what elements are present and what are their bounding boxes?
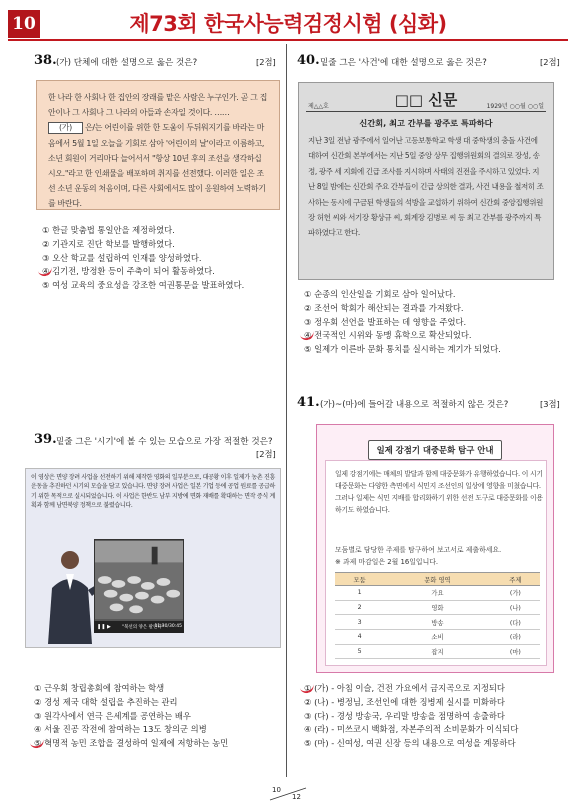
table-row [335,600,540,615]
q38-choice-4[interactable] [42,265,244,279]
exam-title: 제73회 한국사능력검정시험 (심화) [129,12,447,36]
q38-choice-4-text: ④ 김기전, 방정환 등이 주축이 되어 활동하였다. [42,266,215,277]
q40-prompt: 밑줄 그은 '사건'에 대한 설명으로 옳은 것은? [320,58,487,68]
q40-choice-5[interactable]: ⑤ 일제가 이른바 문화 통치를 실시하는 계기가 되었다. [304,344,501,355]
q39-choice-5[interactable] [34,737,228,751]
q38-points: [2점] [256,57,276,67]
q41-choice-1-text: ① (가) - 아침 이슬, 건전 가요에서 금지곡으로 지정되다 [304,683,505,693]
q39-choice-2[interactable]: ② 경성 제국 대학 설립을 추진하는 관리 [34,696,178,707]
q41-choice-3[interactable]: ③ (다) - 경성 방송국, 우리말 방송을 점명하여 송출하다 [304,710,505,721]
q39-choices [34,682,228,751]
q40-choice-3[interactable]: ③ 정우회 선언을 발표하는 데 영향을 주었다. [304,316,467,327]
q38-prompt: (가) 단체에 대한 설명으로 옳은 것은? [56,58,198,68]
q38-choice-5[interactable]: ⑤ 여성 교육의 중요성을 강조한 여권통문을 발표하였다. [42,280,245,291]
q41-points: [3점] [540,399,560,409]
table-header: 주제 [491,573,540,586]
q41-intro: 일제 강점기에는 매체의 발달과 함께 대중문화가 유행하였습니다. 이 시기 대중문화는 다양한 측면에서 식민지 조선인의 일상에 영향을 미쳤습니다. 그러나 일제는 식민 지배를 합리화하기 위한 선전 도구로 대중문화를 이용하기도 하였습니다. [335,470,543,514]
q41-choice-4[interactable]: ④ (라) - 미쓰코시 백화점, 자본주의적 소비문화가 이식되다 [304,724,519,735]
table-cell: (마) [491,644,540,659]
column-divider [286,44,287,777]
table-row [335,586,540,601]
q40-choice-4-text: ④ 전국적인 시위와 동맹 휴학으로 확산되었다. [304,330,472,341]
q41-choice-5[interactable]: ⑤ (마) - 신여성, 여권 신장 등의 내용으로 여성을 계몽하다 [304,738,516,749]
video-controls[interactable] [94,621,184,633]
table-cell: (다) [491,615,540,630]
q41-choices [304,682,518,751]
q41-notice-inner [325,460,547,666]
current-page: 10 [272,786,281,794]
table-cell: 잡지 [384,644,491,659]
table-cell: (가) [491,586,540,601]
q38-passage-1: 한 나라 한 사회나 한 집안의 장래를 맡은 사람은 누구인가. 곧 그 집안이나 그 사회나 그 나라의 아들과 손자일 것이다. …… [48,93,268,118]
q41-topic-table [335,572,540,659]
table-cell: 소비 [384,630,491,645]
table-header: 모둠 [335,573,384,586]
newspaper-issue: 제△△호 [308,103,329,110]
q41-prompt: (가)~(마)에 들어갈 내용으로 적절하지 않은 것은? [320,400,509,410]
q39-choice-1[interactable]: ① 근우회 창립총회에 참여하는 학생 [34,683,165,693]
q39-choice-3[interactable]: ③ 원각사에서 연극 은세계를 공연하는 배우 [34,710,191,721]
header-rule [8,39,568,41]
q38-passage-box [36,80,280,210]
table-cell: 3 [335,615,384,630]
q40-choices [304,288,501,357]
q41-choice-1[interactable] [304,682,518,696]
q40-choice-2[interactable]: ② 조선어 학회가 해산되는 결과를 가져왔다. [304,302,464,313]
table-cell: 가요 [384,586,491,601]
q40-choice-1[interactable]: ① 순종의 인산일을 기회로 삼아 일어났다. [304,289,456,299]
table-cell: 5 [335,644,384,659]
table-row [335,630,540,645]
q41-choice-2[interactable]: ② (나) - 병정님, 조선인에 대한 징병제 실시를 미화하다 [304,696,505,707]
table-header: 문화 영역 [384,573,491,586]
q40-newspaper-box [298,82,554,280]
video-caption: "북선의 양은 팔린다" [122,625,164,630]
q39-choice-4[interactable]: ④ 서울 진공 작전에 참여하는 13도 창의군 의병 [34,724,207,735]
q39-video-box [25,468,281,648]
q41-box-title: 일제 강점기 대중문화 탐구 안내 [368,440,503,460]
table-cell: 2 [335,600,384,615]
q38-choice-2[interactable]: ② 기관지로 진단 학보를 발행하였다. [42,238,175,249]
q38-number: 38. [34,53,57,68]
q41-note-2: ※ 과제 마감일은 2월 16일입니다. [335,557,439,566]
table-cell: (나) [491,600,540,615]
table-cell: 방송 [384,615,491,630]
pause-icon[interactable]: ❚❚ ▶ [97,624,111,630]
newspaper-date: 1929년 ○○월 ○○일 [486,103,544,110]
video-time: 11:30/30:45 [154,624,182,629]
q38-choice-1[interactable]: ① 한글 맞춤법 통일안을 제정하였다. [42,225,175,235]
q38-choice-3[interactable]: ③ 오산 학교를 설립하여 인재를 양성하였다. [42,252,202,263]
q39-points: [2점] [256,449,276,459]
video-still [94,539,184,629]
ga-blank: (가) [48,122,83,134]
sheep-flock-image [95,540,183,620]
q40-points: [2점] [540,57,560,67]
page-number-badge: 10 [8,10,40,38]
q40-number: 40. [297,53,320,68]
table-row [335,615,540,630]
q39-box-text: 이 영상은 면양 장려 사업을 선전하기 위해 제작한 영화의 일부분으로, 대공황 이후 일제가 농촌 진흥 운동을 추진하던 시기의 모습을 담고 있습니다. 면양 장려 사업은 일본 기업 등에 공업 원료를 공급하기 위한 목적으로 실시되었습니다. 이 사업은 한반도 남부 지방에 면화 재배를 확대하는 면작 증식 계획과 함께 남면북양 정책으로 불렸습니다. [31,474,275,509]
newspaper-headline: 신간회, 최고 간부를 광주로 특파하다 [359,118,493,128]
table-cell: 1 [335,586,384,601]
q41-notice-box [316,424,554,673]
newspaper-name: □□ 신문 [394,91,458,109]
q39-choice-5-text: ⑤ 혁명적 농민 조합을 결성하여 일제에 저항하는 농민 [34,738,229,749]
page-indicator [264,786,312,802]
q41-number: 41. [297,395,320,410]
newspaper-rule [306,111,546,112]
q40-choice-4[interactable] [304,329,501,343]
q39-number: 39. [34,432,57,447]
table-row [335,644,540,659]
q39-prompt: 밑줄 그은 '시기'에 볼 수 있는 모습으로 가장 적절한 것은? [56,437,273,447]
q38-choices [42,224,244,293]
total-pages: 12 [292,793,301,801]
table-cell: 영화 [384,600,491,615]
q38-passage-2: 은/는 어린이를 위한 한 도움이 두뒤워지기를 바라는 마음에서 5월 1일 오늘을 기회로 삼아 '어린이의 날'이라고 이름하고, 소년 회원이 거리마다 늘어서서 "항상 10년 후의 조선을 생각하십시오."라고 한 인쇄물을 배포하며 취지를 선전했다. 이러한 일은 조선 소년 운동의 처음이며, 다른 사회에서도 많이 응원하여 노력하기를 바란다. [48,123,266,209]
table-cell: (라) [491,630,540,645]
newspaper-body: 지난 3일 전남 광주에서 일어난 고등보통학교 학생 대 중학생의 충돌 사건에 대하여 신간회 본부에서는 지난 5일 중앙 상무 집행위원회의 결의로 장성, 송정, 광주 세 지회에 긴급 조사를 지시하며 사태의 진전을 주시하고 있었다. 지난 8일 밤에는 신간회 주요 간부들이 긴급 상의한 결과, 사건 내용을 철저히 조사하는 동시에 구금된 학생들의 석방을 교섭하기 위하여 신간회 중앙집행위원장 허헌 씨와 서기장 황상규 씨, 회계장 김병로 씨 등 최고 간부를 광주까지 특파하였다고 한다. [308,136,544,238]
q41-note-1: 모둠별로 담당한 주제를 탐구하여 보고서로 제출하세요. [335,546,502,554]
q41-note [335,545,545,569]
table-cell: 4 [335,630,384,645]
